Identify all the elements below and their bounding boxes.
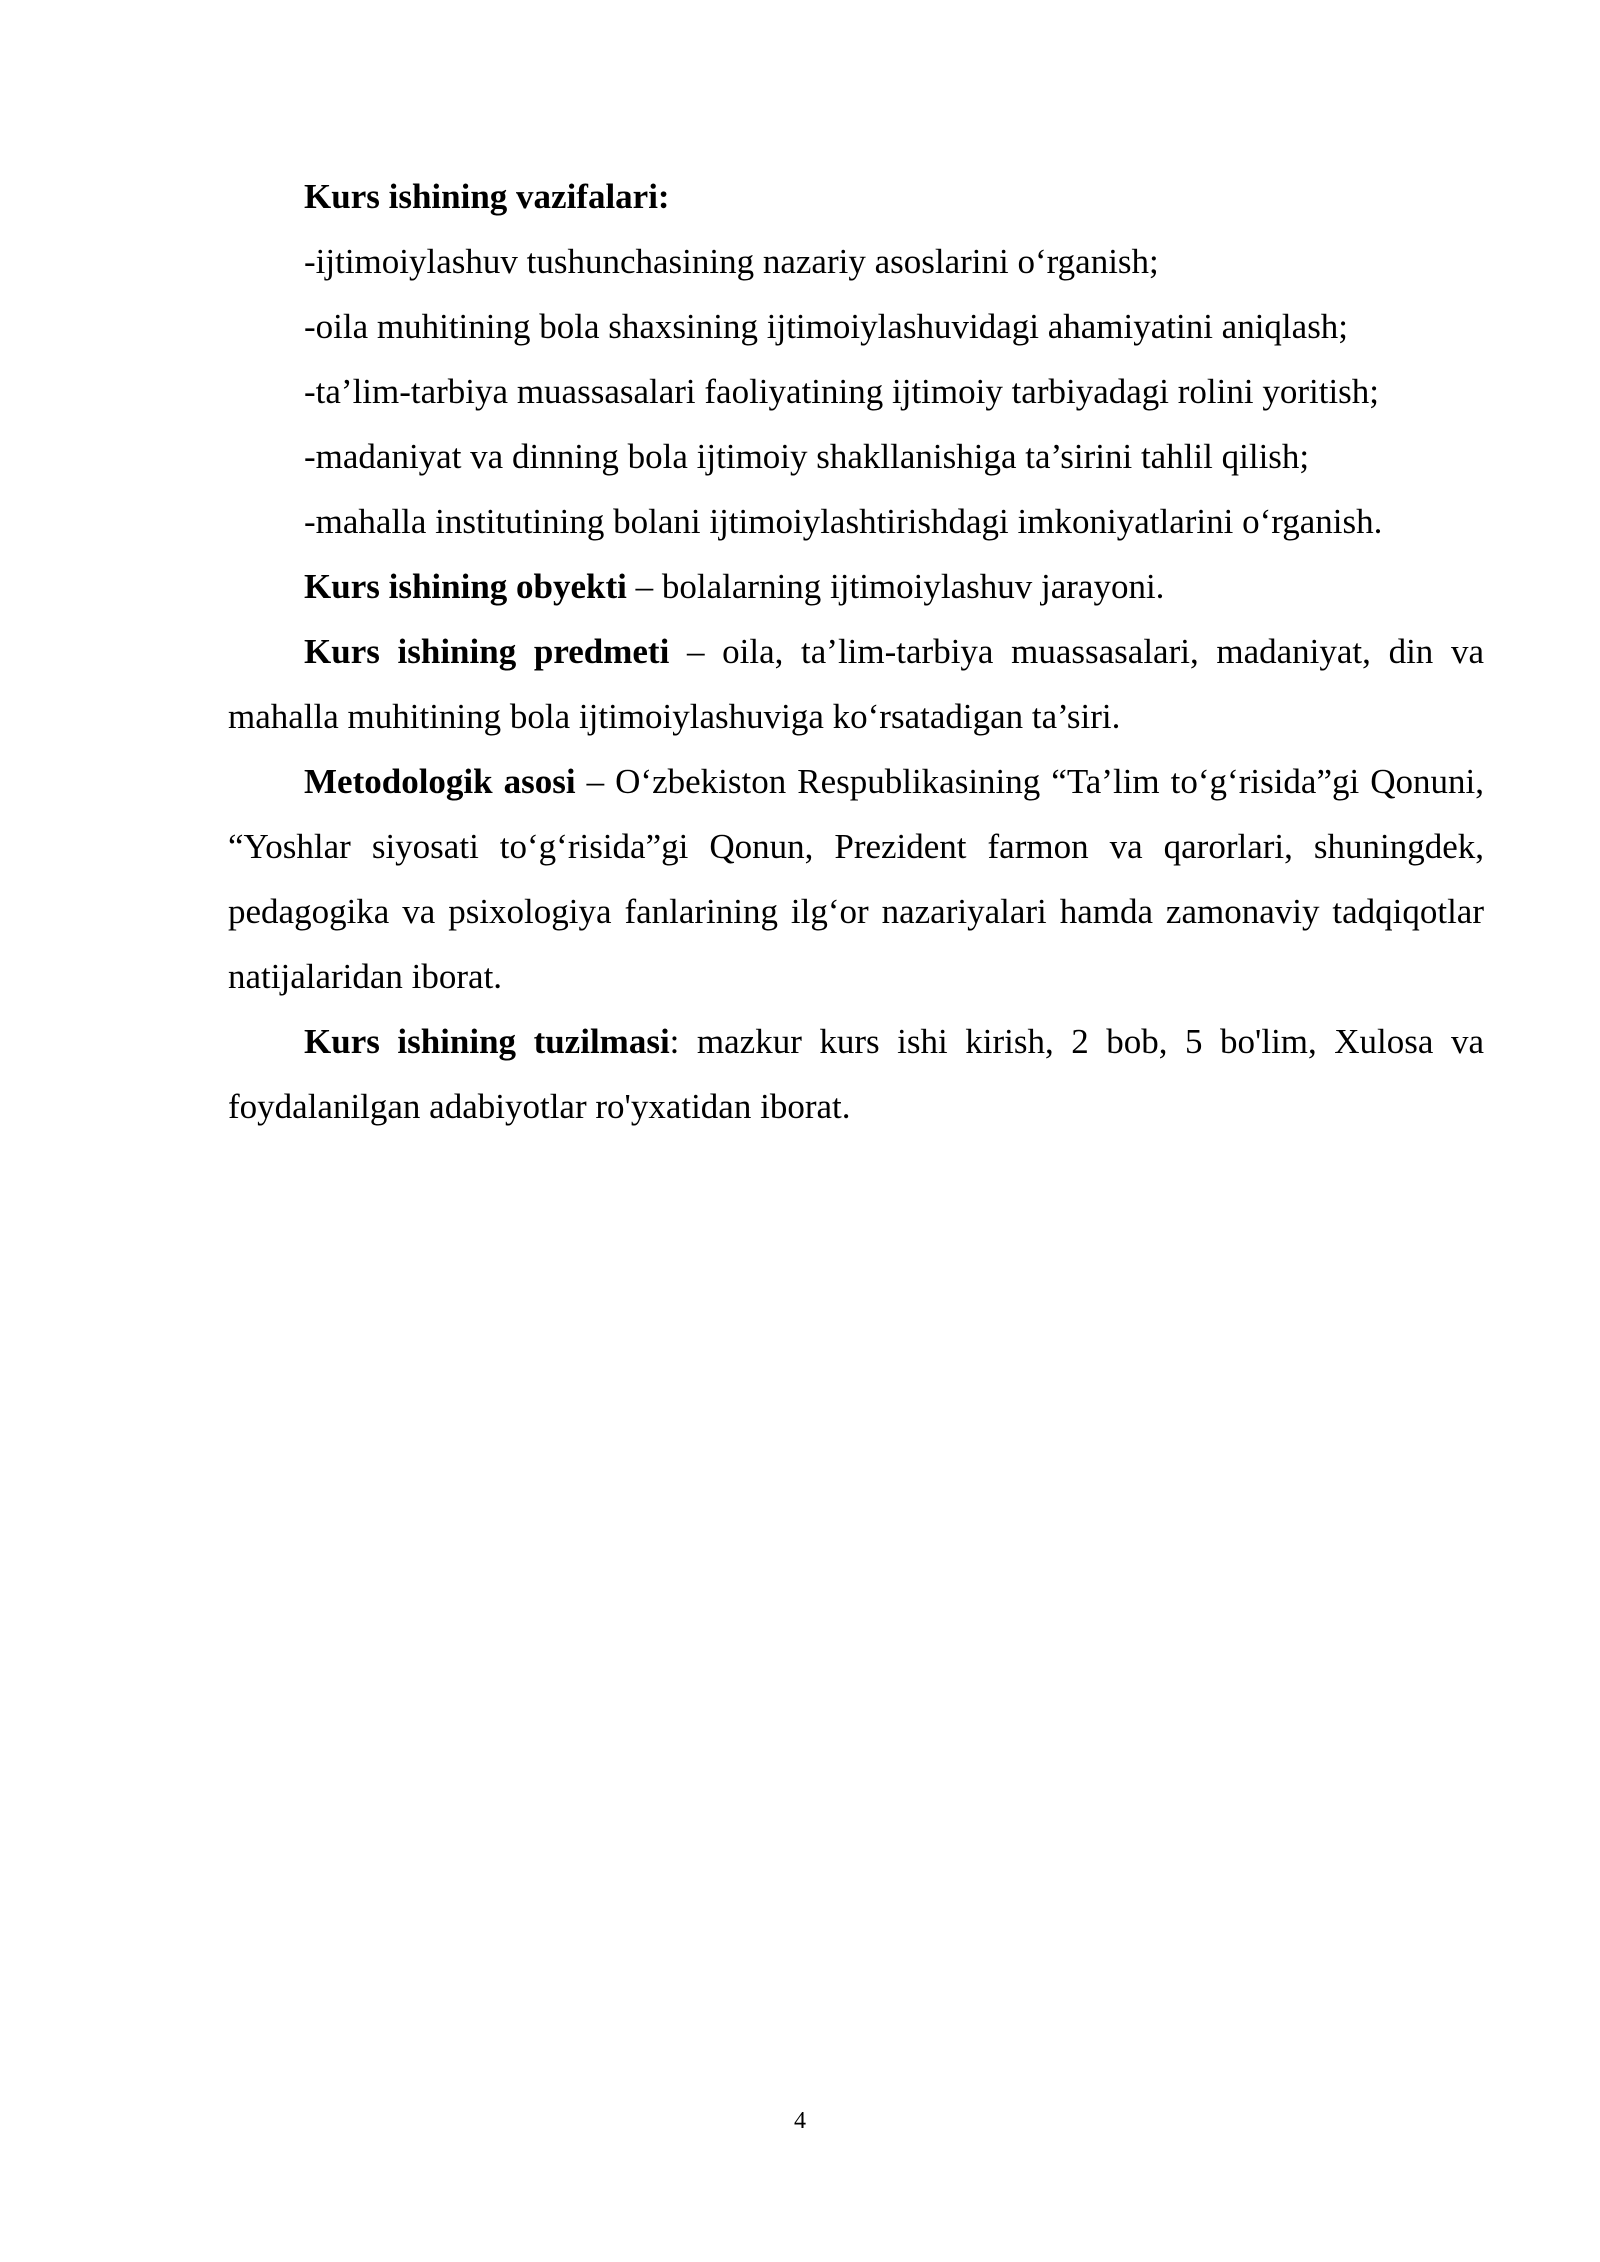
structure-text: : mazkur kurs ishi kirish, 2 bob, 5 bo'lim, Xulosa va foydalanilgan adabiyotlar ro'yxatidan iborat. — [228, 1022, 1484, 1126]
task-item: -oila muhitining bola shaxsining ijtimoiylashuvidagi ahamiyatini aniqlash; — [304, 307, 1349, 346]
task-item: -ijtimoiylashuv tushunchasining nazariy asoslarini o‘rganish; — [304, 242, 1159, 281]
subject-paragraph — [228, 619, 1484, 749]
subject-term: Kurs ishining predmeti — [304, 632, 670, 671]
methodology-text: – O‘zbekiston Respublikasining “Ta’lim to‘g‘risida”gi Qonuni, “Yoshlar siyosati to‘g‘risida”gi Qonun, Prezident farmon va qarorlari, shuningdek, pedagogika va psixologiya fanlarining ilg‘or nazariyalari hamda zamonaviy tadqiqotlar natijalaridan iborat. — [228, 762, 1484, 996]
structure-paragraph — [228, 1009, 1484, 1139]
structure-term: Kurs ishining tuzilmasi — [304, 1022, 670, 1061]
methodology-term: Metodologik asosi — [304, 762, 576, 801]
object-paragraph — [228, 554, 1484, 619]
subject-text: – oila, ta’lim-tarbiya muassasalari, madaniyat, din va mahalla muhitining bola ijtimoiylashuviga ko‘rsatadigan ta’siri. — [228, 632, 1484, 736]
tasks-heading: Kurs ishining vazifalari: — [304, 177, 670, 216]
task-item: -ta’lim-tarbiya muassasalari faoliyatining ijtimoiy tarbiyadagi rolini yoritish; — [304, 372, 1380, 411]
page-body — [228, 164, 1484, 1139]
object-term: Kurs ishining obyekti — [304, 567, 627, 606]
task-item: -mahalla institutining bolani ijtimoiylashtirishdagi imkoniyatlarini o‘rganish. — [304, 502, 1383, 541]
task-item: -madaniyat va dinning bola ijtimoiy shakllanishiga ta’sirini tahlil qilish; — [304, 437, 1310, 476]
methodology-paragraph — [228, 749, 1484, 1009]
page-number: 4 — [794, 2108, 806, 2134]
object-text: – bolalarning ijtimoiylashuv jarayoni. — [626, 567, 1165, 606]
